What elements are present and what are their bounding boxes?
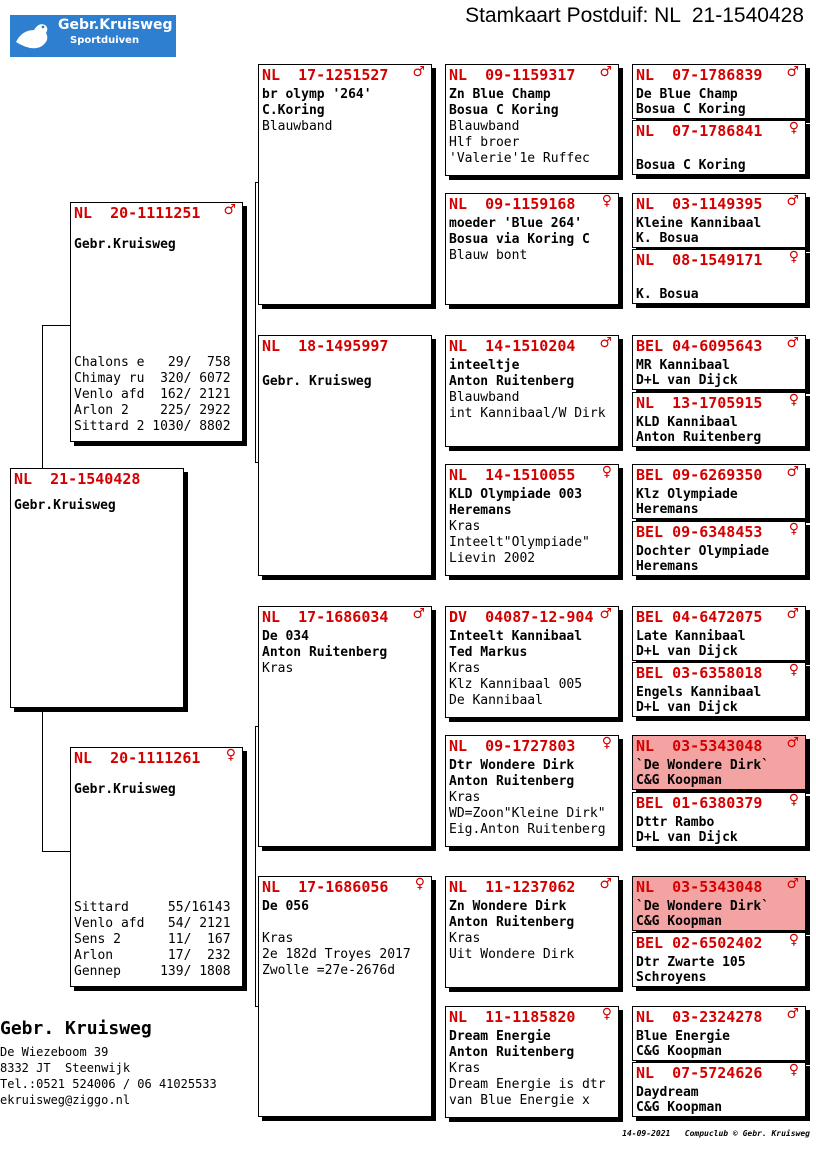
ring-number: NL 17-1686034: [262, 608, 389, 626]
male-icon: ♂: [786, 876, 799, 892]
race-result: Arlon 2 225/ 2922: [74, 403, 231, 418]
logo: [10, 15, 176, 57]
bird-info-line: Bosua via Koring C: [449, 232, 590, 247]
bird-info-line: int Kannibaal/W Dirk: [449, 406, 606, 421]
ring-number: NL 14-1510204: [449, 337, 576, 355]
male-icon: ♂: [412, 64, 425, 80]
ring-number: BEL 09-6269350: [636, 466, 763, 484]
bird-info-line: Anton Ruitenberg: [262, 645, 388, 660]
owner-phone: Tel.:0521 524006 / 06 41025533: [0, 1077, 217, 1091]
bird-info-line: C&G Koopman: [636, 1044, 723, 1059]
bird-info-line: Lievin 2002: [449, 551, 536, 566]
race-result: Sittard 55/16143: [74, 900, 231, 915]
bird-info-line: Daydream: [636, 1085, 699, 1100]
female-icon: ♀: [601, 193, 612, 209]
logo-title: Gebr.Kruisweg: [58, 17, 173, 33]
bird-info-line: Dtr Wondere Dirk: [449, 758, 575, 773]
female-icon: ♀: [788, 120, 799, 136]
female-icon: ♀: [414, 876, 425, 892]
male-icon: ♂: [599, 64, 612, 80]
bird-card-ancestor: [632, 521, 806, 576]
bird-info-line: WD=Zoon"Kleine Dirk": [449, 806, 606, 821]
bird-info-line: Zn Blue Champ: [449, 87, 551, 102]
ring-number: NL 18-1495997: [262, 337, 389, 355]
bird-card-ancestor: [632, 792, 806, 847]
bird-info-line: br olymp '264': [262, 87, 372, 102]
bird-info-line: Inteelt"Olympiade": [449, 535, 590, 550]
bird-card-ancestor: [632, 249, 806, 304]
ring-number: NL 09-1159168: [449, 195, 576, 213]
bird-card-great-grandparent: [445, 1006, 619, 1118]
ring-number: DV 04087-12-904: [449, 608, 594, 626]
ring-number: NL 20-1111261: [74, 749, 201, 767]
footer-credit: 14-09-2021 Compuclub © Gebr. Kruisweg: [622, 1129, 810, 1138]
bird-card-ancestor: [632, 464, 806, 519]
bird-info-line: `De Wondere Dirk`: [636, 899, 770, 914]
bird-info-line: Klz Kannibaal 005: [449, 677, 583, 692]
male-icon: ♂: [412, 606, 425, 622]
bird-info-line: Kras: [449, 790, 481, 805]
ring-number: NL 17-1251527: [262, 66, 389, 84]
bird-card-ancestor: [632, 335, 806, 390]
ring-number: BEL 01-6380379: [636, 794, 763, 812]
bird-info-line: C&G Koopman: [636, 1100, 723, 1115]
bird-info-line: D+L van Dijck: [636, 700, 738, 715]
male-icon: ♂: [223, 202, 236, 218]
female-icon: ♀: [788, 249, 799, 265]
bird-info-line: D+L van Dijck: [636, 830, 738, 845]
bird-card-grandparent: [258, 876, 432, 1117]
bird-info-line: D+L van Dijck: [636, 373, 738, 388]
race-result: Chalons e 29/ 758: [74, 355, 231, 370]
ring-number: NL 14-1510055: [449, 466, 576, 484]
male-icon: ♂: [599, 876, 612, 892]
female-icon: ♀: [788, 662, 799, 678]
bird-info-line: Bosua C Koring: [449, 103, 559, 118]
bird-info-line: KLD Kannibaal: [636, 415, 738, 430]
race-result: Venlo afd 162/ 2121: [74, 387, 231, 402]
bird-info-line: Bosua C Koring: [636, 102, 746, 117]
race-result: Chimay ru 320/ 6072: [74, 371, 231, 386]
bird-info-line: C.Koring: [262, 103, 325, 118]
connector-line: [255, 726, 256, 1006]
bird-info-line: Eig.Anton Ruitenberg: [449, 822, 606, 837]
logo-subtitle: Sportduiven: [70, 35, 140, 46]
bird-info-line: Blauwband: [449, 390, 520, 405]
race-result: Sens 2 11/ 167: [74, 932, 231, 947]
ring-number: NL 11-1185820: [449, 1008, 576, 1026]
bird-info-line: Gebr.Kruisweg: [74, 237, 176, 252]
connector-line: [255, 182, 256, 462]
bird-info-line: De 034: [262, 629, 309, 644]
connector-line: [42, 708, 43, 851]
bird-info-line: Kras: [449, 1061, 481, 1076]
bird-info-line: MR Kannibaal: [636, 358, 730, 373]
bird-info-line: C&G Koopman: [636, 773, 723, 788]
bird-info-line: Anton Ruitenberg: [449, 1045, 575, 1060]
female-icon: ♀: [788, 1062, 799, 1078]
bird-info-line: Engels Kannibaal: [636, 685, 762, 700]
female-icon: ♀: [788, 521, 799, 537]
bird-info-line: Heremans: [636, 502, 699, 517]
bird-card-great-grandparent: [445, 193, 619, 305]
ring-number: NL 03-2324278: [636, 1008, 763, 1026]
female-icon: ♀: [601, 464, 612, 480]
bird-card-subject: [10, 468, 184, 708]
female-icon: ♀: [225, 747, 236, 763]
bird-info-line: Dream Energie is dtr: [449, 1077, 606, 1092]
connector-line: [42, 851, 70, 852]
bird-info-line: Blue Energie: [636, 1029, 730, 1044]
bird-info-line: Blauw bont: [449, 248, 528, 263]
ring-number: BEL 04-6472075: [636, 608, 763, 626]
bird-card-father: [70, 202, 243, 442]
owner-address: De Wiezeboom 39: [0, 1045, 109, 1059]
bird-info-line: C&G Koopman: [636, 914, 723, 929]
connector-line: [42, 325, 43, 468]
bird-info-line: Dtr Zwarte 105: [636, 955, 746, 970]
ring-number: NL 11-1237062: [449, 878, 576, 896]
male-icon: ♂: [786, 64, 799, 80]
bird-info-line: Zn Wondere Dirk: [449, 899, 567, 914]
bird-info-line: Uit Wondere Dirk: [449, 947, 575, 962]
bird-card-ancestor: [632, 1006, 806, 1061]
bird-card-ancestor: [632, 606, 806, 661]
bird-info-line: Anton Ruitenberg: [449, 374, 575, 389]
ring-number: NL 07-5724626: [636, 1064, 763, 1082]
ring-number: NL 09-1727803: [449, 737, 576, 755]
bird-info-line: inteeltje: [449, 358, 520, 373]
ring-number: BEL 02-6502402: [636, 934, 763, 952]
female-icon: ♀: [601, 735, 612, 751]
bird-info-line: Blauwband: [262, 119, 333, 134]
bird-card-ancestor: [632, 735, 806, 790]
pigeon-logo-icon: [12, 16, 56, 56]
bird-info-line: Klz Olympiade: [636, 487, 738, 502]
bird-info-line: van Blue Energie x: [449, 1093, 590, 1108]
male-icon: ♂: [786, 464, 799, 480]
bird-card-ancestor: [632, 193, 806, 248]
bird-card-great-grandparent: [445, 876, 619, 988]
bird-info-line: Kras: [449, 519, 481, 534]
female-icon: ♀: [788, 792, 799, 808]
bird-info-line: Inteelt Kannibaal: [449, 629, 583, 644]
bird-info-line: 2e 182d Troyes 2017: [262, 947, 411, 962]
bird-card-ancestor: [632, 876, 806, 931]
bird-info-line: Gebr. Kruisweg: [262, 374, 372, 389]
bird-info-line: Hlf broer: [449, 135, 520, 150]
bird-info-line: Bosua C Koring: [636, 158, 746, 173]
ring-number: NL 07-1786839: [636, 66, 763, 84]
male-icon: ♂: [786, 193, 799, 209]
male-icon: ♂: [599, 335, 612, 351]
bird-card-grandparent: [258, 335, 432, 576]
page-title: Stamkaart Postduif: NL 21-1540428: [465, 4, 804, 27]
owner-city: 8332 JT Steenwijk: [0, 1061, 131, 1075]
bird-info-line: Dochter Olympiade: [636, 544, 770, 559]
race-result: Arlon 17/ 232: [74, 948, 231, 963]
bird-card-great-grandparent: [445, 335, 619, 447]
bird-info-line: K. Bosua: [636, 287, 699, 302]
male-icon: ♂: [786, 1006, 799, 1022]
male-icon: ♂: [786, 606, 799, 622]
male-icon: ♂: [786, 335, 799, 351]
bird-card-great-grandparent: [445, 64, 619, 176]
ring-number: NL 13-1705915: [636, 394, 763, 412]
bird-card-ancestor: [632, 64, 806, 119]
bird-card-ancestor: [632, 392, 806, 447]
ring-number: BEL 04-6095643: [636, 337, 763, 355]
bird-info-line: Anton Ruitenberg: [449, 774, 575, 789]
bird-card-mother: [70, 747, 243, 987]
bird-info-line: Heremans: [636, 559, 699, 574]
male-icon: ♂: [599, 606, 612, 622]
bird-info-line: De Blue Champ: [636, 87, 738, 102]
ring-number: NL 20-1111251: [74, 204, 201, 222]
bird-info-line: Late Kannibaal: [636, 629, 746, 644]
bird-card-grandparent: [258, 606, 432, 847]
ring-number: NL 07-1786841: [636, 122, 763, 140]
bird-info-line: K. Bosua: [636, 231, 699, 246]
bird-info-line: Schroyens: [636, 970, 707, 985]
bird-info-line: Zwolle =27e-2676d: [262, 963, 396, 978]
connector-line: [42, 325, 70, 326]
bird-info-line: Heremans: [449, 503, 512, 518]
race-result: Venlo afd 54/ 2121: [74, 916, 231, 931]
ring-number: NL 03-5343048: [636, 737, 763, 755]
bird-card-ancestor: [632, 1062, 806, 1117]
ring-number: NL 17-1686056: [262, 878, 389, 896]
ring-number: NL 21-1540428: [14, 470, 141, 488]
bird-info-line: Kras: [262, 931, 294, 946]
bird-info-line: Dream Energie: [449, 1029, 551, 1044]
bird-info-line: D+L van Dijck: [636, 644, 738, 659]
female-icon: ♀: [788, 932, 799, 948]
bird-info-line: Kleine Kannibaal: [636, 216, 762, 231]
owner-email: ekruisweg@ziggo.nl: [0, 1093, 131, 1107]
bird-info-line: Blauwband: [449, 119, 520, 134]
race-result: Sittard 2 1030/ 8802: [74, 419, 231, 434]
bird-info-line: Anton Ruitenberg: [636, 430, 762, 445]
bird-info-line: Kras: [449, 661, 481, 676]
bird-card-grandparent: [258, 64, 432, 305]
ring-number: BEL 03-6358018: [636, 664, 763, 682]
bird-info-line: moeder 'Blue 264': [449, 216, 583, 231]
bird-info-line: Gebr.Kruisweg: [14, 498, 116, 513]
bird-info-line: Kras: [449, 931, 481, 946]
female-icon: ♀: [788, 392, 799, 408]
ring-number: NL 09-1159317: [449, 66, 576, 84]
bird-info-line: Gebr.Kruisweg: [74, 782, 176, 797]
bird-card-ancestor: [632, 932, 806, 987]
bird-info-line: De Kannibaal: [449, 693, 543, 708]
male-icon: ♂: [786, 735, 799, 751]
bird-card-great-grandparent: [445, 735, 619, 847]
bird-card-ancestor: [632, 662, 806, 717]
bird-info-line: `De Wondere Dirk`: [636, 758, 770, 773]
bird-info-line: 'Valerie'1e Ruffec: [449, 151, 590, 166]
bird-info-line: KLD Olympiade 003: [449, 487, 583, 502]
bird-info-line: Kras: [262, 661, 294, 676]
bird-card-ancestor: [632, 120, 806, 175]
bird-card-great-grandparent: [445, 464, 619, 576]
bird-info-line: Dttr Rambo: [636, 815, 715, 830]
bird-card-great-grandparent: [445, 606, 619, 718]
bird-info-line: De 056: [262, 899, 309, 914]
bird-info-line: Anton Ruitenberg: [449, 915, 575, 930]
female-icon: ♀: [601, 1006, 612, 1022]
owner-name: Gebr. Kruisweg: [0, 1018, 152, 1039]
ring-number: NL 03-5343048: [636, 878, 763, 896]
bird-info-line: Ted Markus: [449, 645, 528, 660]
ring-number: NL 03-1149395: [636, 195, 763, 213]
ring-number: NL 08-1549171: [636, 251, 763, 269]
race-result: Gennep 139/ 1808: [74, 964, 231, 979]
ring-number: BEL 09-6348453: [636, 523, 763, 541]
